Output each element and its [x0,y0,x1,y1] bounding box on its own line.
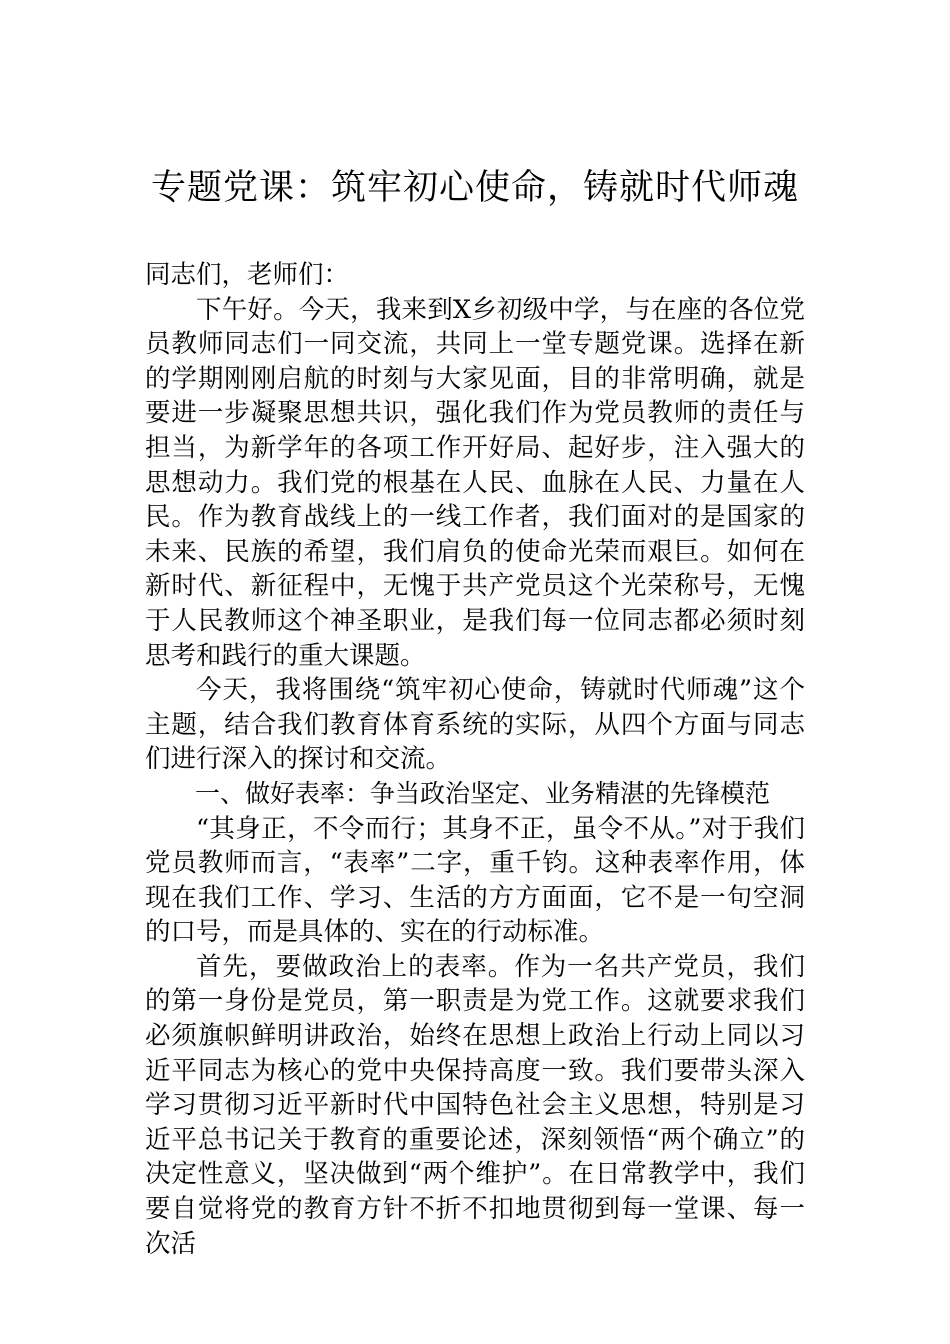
section-heading: 一、做好表率：争当政治坚定、业务精湛的先锋模范 [195,778,771,808]
document-body [145,258,805,1261]
salutation: 同志们，老师们： [145,260,350,290]
paragraph-exemplar: “其身正，不令而行；其身不正，虽令不从。”对于我们党员教师而言，“表率”二字，重千钧。这种表率作用，体现在我们工作、学习、生活的方方面面，它不是一句空洞的口号，而是具体的、实在的行动标准。 [145,813,805,948]
paragraph-outline: 今天，我将围绕“筑牢初心使命，铸就时代师魂”这个主题，结合我们教育体育系统的实际，从四个方面与同志们进行深入的探讨和交流。 [145,675,805,775]
paragraph-political: 首先，要做政治上的表率。作为一名共产党员，我们的第一身份是党员，第一职责是为党工作。这就要求我们必须旗帜鲜明讲政治，始终在思想上政治上行动上同以习近平同志为核心的党中央保持高度一致。我们要带头深入学习贯彻习近平新时代中国特色社会主义思想，特别是习近平总书记关于教育的重要论述，深刻领悟“两个确立”的决定性意义，坚决做到“两个维护”。在日常教学中，我们要自觉将党的教育方针不折不扣地贯彻到每一堂课、每一次活 [145,951,805,1259]
paragraph-greeting: 下午好。今天，我来到X乡初级中学，与在座的各位党员教师同志们一同交流，共同上一堂专题党课。选择在新的学期刚刚启航的时刻与大家见面，目的非常明确，就是要进一步凝聚思想共识，强化我们作为党员教师的责任与担当，为新学年的各项工作开好局、起好步，注入强大的思想动力。我们党的根基在人民、血脉在人民、力量在人民。作为教育战线上的一线工作者，我们面对的是国家的未来、民族的希望，我们肩负的使命光荣而艰巨。如何在新时代、新征程中，无愧于共产党员这个光荣称号，无愧于人民教师这个神圣职业，是我们每一位同志都必须时刻思考和践行的重大课题。 [145,294,805,671]
document-title: 专题党课：筑牢初心使命，铸就时代师魂 [150,168,799,208]
